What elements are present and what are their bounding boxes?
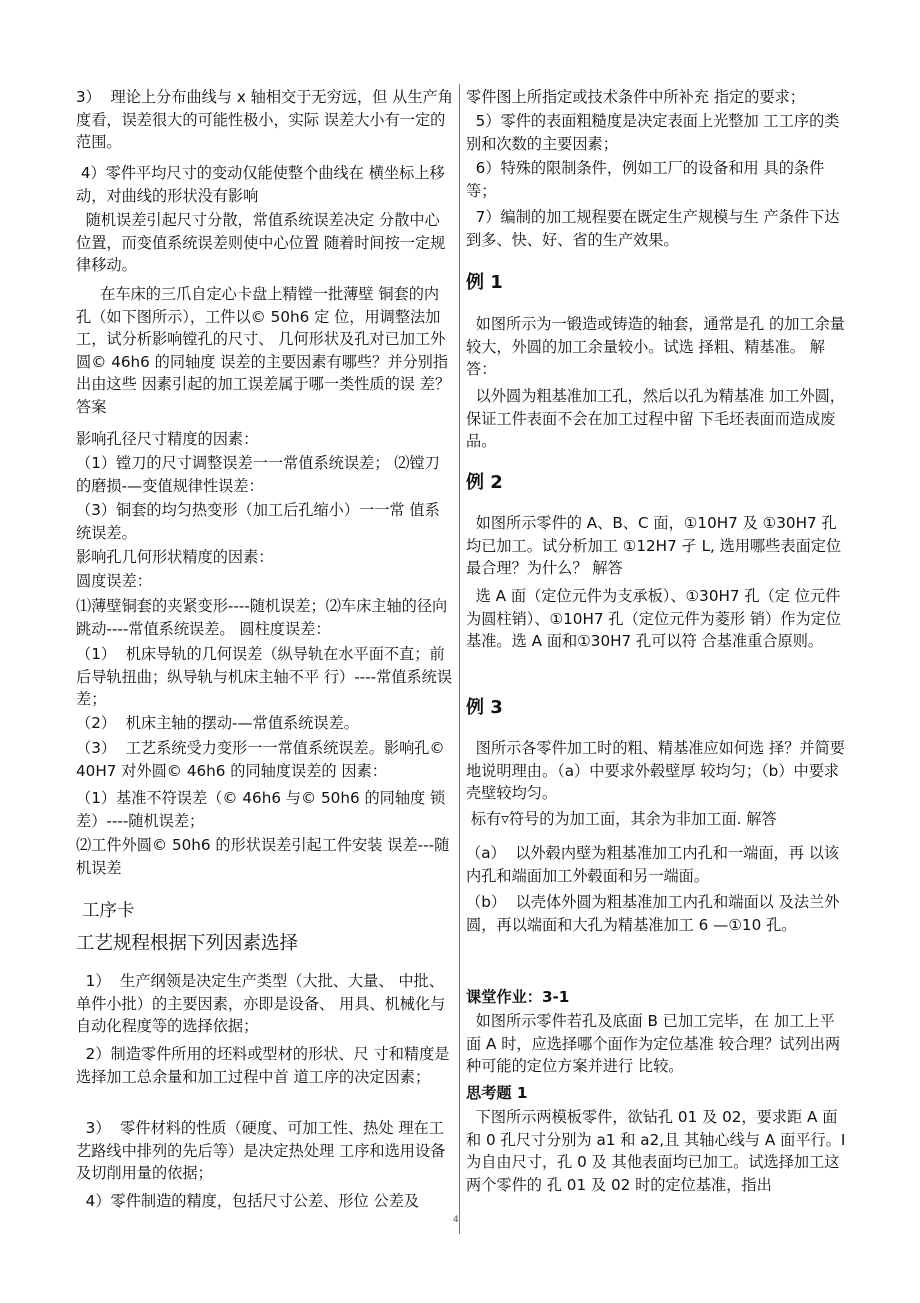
example-1-question: 如图所示为一锻造或铸造的轴套，通常是孔 的加工余量较大，外圆的加工余量较小。试选 择粗、精基准。 解答： <box>466 315 845 378</box>
paragraph-roundness-causes: ⑴薄壁铜套的夹紧变形----随机误差；⑵车床主轴的径向跳动----常值系统误差。 圆柱度误差： <box>76 597 448 638</box>
paragraph-precision-cont: 零件图上所指定或技术条件中所补充 指定的要求； <box>466 88 805 106</box>
example-3-answer-a: （a） 以外毂内壁为粗基准加工内孔和一端面，再 以该内孔和端面加工外毂面和另一端面。 <box>466 844 840 885</box>
paragraph-factor-3: （3）铜套的均匀热变形（加工后孔缩小）一一常 值系统误差。 <box>76 501 440 542</box>
paragraph-roundness: 圆度误差： <box>76 572 152 590</box>
homework-title: 课堂作业：3-1 <box>466 988 570 1006</box>
thinking-title: 思考题 1 <box>466 1084 528 1102</box>
example-1-title: 例 1 <box>466 272 503 293</box>
paragraph-cylindricity-2: （2） 机床主轴的摆动-—常值系统误差。 <box>76 714 359 732</box>
thinking-text: 下图所示两模板零件，欲钻孔 01 及 02，要求距 A 面和 0 孔尺寸分别为 a1 和 a2,且 其轴心线与 A 面平行。I 为自由尺寸，孔 0 及 其他表面均已加工。试选择加工这两个零件的 孔 01 及 02 时的定位基准，指出 <box>466 1108 851 1194</box>
paragraph-factor-1-2: （1）镗刀的尺寸调整误差一一常值系统误差； ⑵镗刀的磨损-—变值规律性误差： <box>76 454 440 495</box>
example-3-question: 图所示各零件加工时的粗、精基准应如何选 择？并简要地说明理由。（a）中要求外毂壁厚 较均匀；（b）中要求壳壁较均匀。 <box>466 739 845 802</box>
paragraph-factor-constraints: 6）特殊的限制条件，例如工厂的设备和用 具的条件等； <box>466 159 825 200</box>
paragraph-factor-precision: 4）零件制造的精度，包括尺寸公差、形位 公差及 <box>76 1192 420 1210</box>
example-3-answer-b: （b） 以壳体外圆为粗基准加工内孔和端面以 及法兰外圆，再以端面和大孔为精基准加工 6 —①10 孔。 <box>466 893 840 934</box>
paragraph-coaxiality-1: （1）基准不符误差（© 46h6 与© 50h6 的同轴度 锁差）----随机误差； <box>76 789 446 830</box>
paragraph-coaxiality-2: ⑵工件外圆© 50h6 的形状误差引起工件安装 误差---随机误差 <box>76 836 450 877</box>
heading-process-card: 工序卡 <box>82 901 135 921</box>
example-3-title: 例 3 <box>466 697 503 718</box>
paragraph-cylindricity-1: （1） 机床导轨的几何误差（纵导轨在水平面不直；前后导轨扭曲；纵导轨与机床主轴不平 行）----常值系统误差； <box>76 645 453 708</box>
example-2-title: 例 2 <box>466 472 503 493</box>
example-3-note: 标有▿符号的为加工面，其余为非加工面. 解答 <box>466 810 777 828</box>
paragraph-diameter-factors: 影响孔径尺寸精度的因素： <box>76 430 259 448</box>
paragraph-random-error: 随机误差引起尺寸分散，常值系统误差决定 分散中心位置，而变值系统误差则使中心位置 随着时间按一定规律移动。 <box>76 211 446 274</box>
paragraph-shape-factors: 影响孔几何形状精度的因素： <box>76 548 274 566</box>
paragraph-factor-blank: 2）制造零件所用的坯料或型材的形状、尺 寸和精度是选择加工总余量和加工过程中首 道工序的决定因素； <box>76 1045 450 1086</box>
paragraph-cylindricity-3: （3） 工艺系统受力变形一一常值系统误差。影响孔© 40H7 对外圆© 46h6 的同轴度误差的 因素： <box>76 739 450 780</box>
paragraph-factor-material: 3） 零件材料的性质（硬度、可加工性、热处 理在工艺路线中排列的先后等）是决定热处理 工序和选用设备及切削用量的依据； <box>76 1119 446 1182</box>
column-divider <box>459 84 460 1234</box>
heading-process-rules: 工艺规程根据下列因素选择 <box>76 933 299 954</box>
paragraph-mean-size-shift: 4）零件平均尺寸的变动仅能使整个曲线在 横坐标上移动，对曲线的形状没有影响 <box>76 164 445 205</box>
example-1-answer: 以外圆为粗基准加工孔，然后以孔为精基准 加工外圆，保证工件表面不会在加工过程中留 下毛坯表面而造成废品。 <box>466 387 845 450</box>
homework-text: 如图所示零件若孔及底面 B 已加工完毕，在 加工上平面 A 时，应选择哪个面作为定位基准 较合理？试列出两种可能的定位方案并进行 比较。 <box>466 1012 841 1075</box>
paragraph-boring-problem: 在车床的三爪自定心卡盘上精镗一批薄壁 铜套的内孔（如下图所示），工件以© 50h6 定 位，用调整法加工，试分析影响镗孔的尺寸、 几何形状及孔对已加工外圆© 46h6 的同轴度 误差的主要因素有哪些？并分别指出由这些 因素引起的加工误差属于哪一类性质的误 差？ 答案 <box>76 285 455 416</box>
example-2-answer: 选 A 面（定位元件为支承板）、①30H7 孔（定 位元件为圆柱销）、①10H7 孔（定位元件为菱形 销）作为定位基准。选 A 面和①30H7 孔可以符 合基准重合原则。 <box>466 587 842 650</box>
paragraph-factor-production-program: 1） 生产纲领是决定生产类型（大批、大量、 中批、单件小批）的主要因素，亦即是设备、 用具、机械化与自动化程度等的选择依据； <box>76 972 446 1035</box>
paragraph-factor-roughness: 5）零件的表面粗糙度是决定表面上光整加 工工序的类别和次数的主要因素； <box>466 112 840 153</box>
example-2-question: 如图所示零件的 A、B、C 面，①10H7 及 ①30H7 孔均已加工。试分析加工 ①12H7 孑 L, 选用哪些表面定位最合理？为什么？ 解答 <box>466 514 842 577</box>
paragraph-factor-efficiency: 7）编制的加工规程要在既定生产规模与生 产条件下达到多、快、好、省的生产效果。 <box>466 208 840 249</box>
paragraph-distribution-curve: 3） 理论上分布曲线与 x 轴相交于无穷远，但 从生产角度看，误差很大的可能性极小，实际 误差大小有一定的范围。 <box>76 88 453 151</box>
page-number: 4 <box>453 1215 459 1225</box>
